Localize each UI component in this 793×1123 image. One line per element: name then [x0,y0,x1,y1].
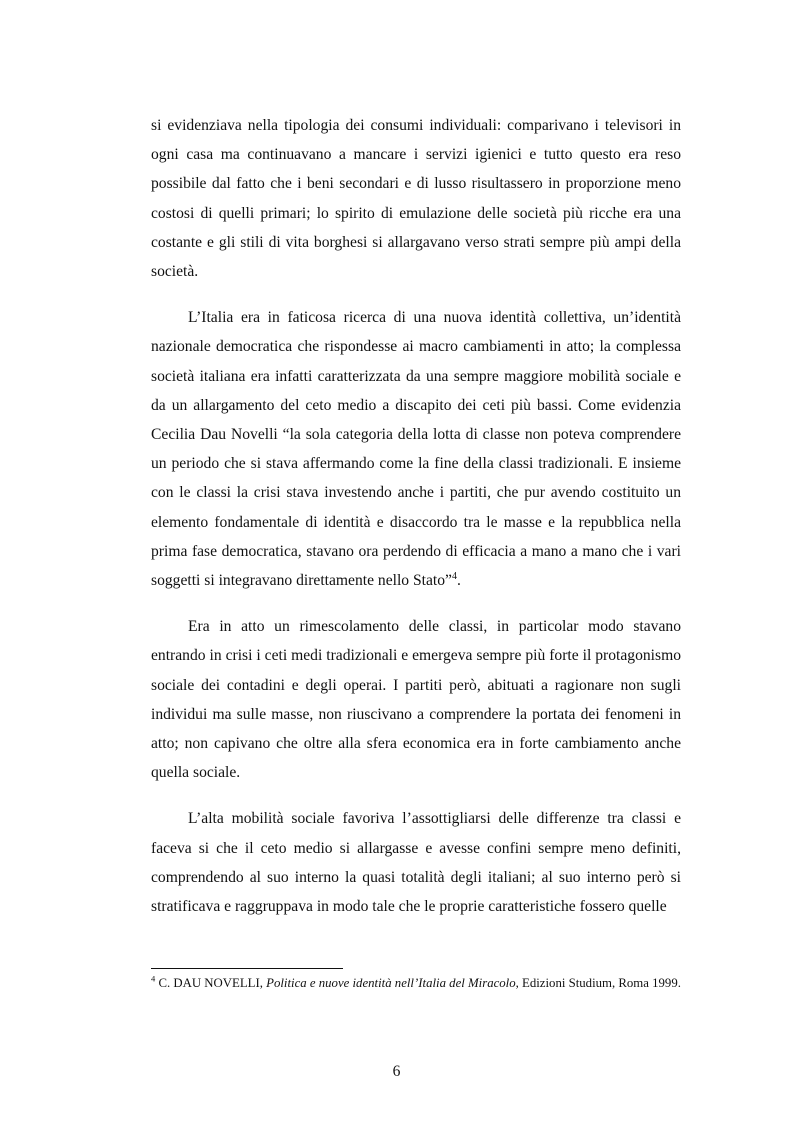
paragraph-2-text: L’Italia era in faticosa ricerca di una nuova identità collettiva, un’identità nazionale democratica che rispondesse ai macro cambiamenti in atto; la complessa società italiana era infatti caratterizzata da una sempre maggiore mobilità sociale e da un allargamento del ceto medio a discapito dei ceti più bassi. Come evidenzia Cecilia Dau Novelli “la sola categoria della lotta di classe non poteva comprendere un periodo che si stava affermando come la fine della classi tradizionali. E insieme con le classi la crisi stava investendo anche i partiti, che pur avendo costituito un elemento fondamentale di identità e disaccordo tra le masse e la repubblica nella prima fase democratica, stavano ora perdendo di efficacia a mano a mano che i vari soggetti si integravano direttamente nello Stato” [151,309,681,590]
footnote-number: 4 [151,973,156,984]
paragraph-2-end: . [456,572,461,590]
paragraph-2 [151,303,681,595]
footnote-publisher: , Edizioni Studium, Roma 1999. [515,976,681,990]
paragraph-4: L’alta mobilità sociale favoriva l’assottigliarsi delle differenze tra classi e faceva si che il ceto medio si allargasse e avesse confini sempre meno definiti, comprendendo al suo interno la quasi totalità degli italiani; al suo interno però si stratificava e raggruppava in modo tale che le proprie caratteristiche fossero quelle [151,810,681,916]
page-number: 6 [392,1063,401,1080]
footnote-author: C. DAU NOVELLI, [158,976,267,990]
paragraph-1: si evidenziava nella tipologia dei consumi individuali: comparivano i televisori in ogni casa ma continuavano a mancare i servizi igienici e tutto questo era reso possibile dal fatto che i beni secondari e di lusso risultassero in proporzione meno costosi di quelli primari; lo spirito di emulazione delle società più ricche era una costante e gli stili di vita borghesi si allargavano verso strati sempre più ampi della società. [151,117,681,281]
body-text [151,111,681,938]
footnote-reference[interactable]: 4 [451,570,457,582]
footnote-title: Politica e nuove identità nell’Italia del Miracolo [266,976,516,990]
footnote [151,973,681,991]
paragraph-3: Era in atto un rimescolamento delle classi, in particolar modo stavano entrando in crisi i ceti medi tradizionali e emergeva sempre più forte il protagonismo sociale dei contadini e degli operai. I partiti però, abituati a ragionare non sugli individui ma sulle masse, non riuscivano a comprendere la portata dei fenomeni in atto; non capivano che oltre alla sfera economica era in forte cambiamento anche quella sociale. [151,618,681,782]
footnote-separator [151,968,343,969]
